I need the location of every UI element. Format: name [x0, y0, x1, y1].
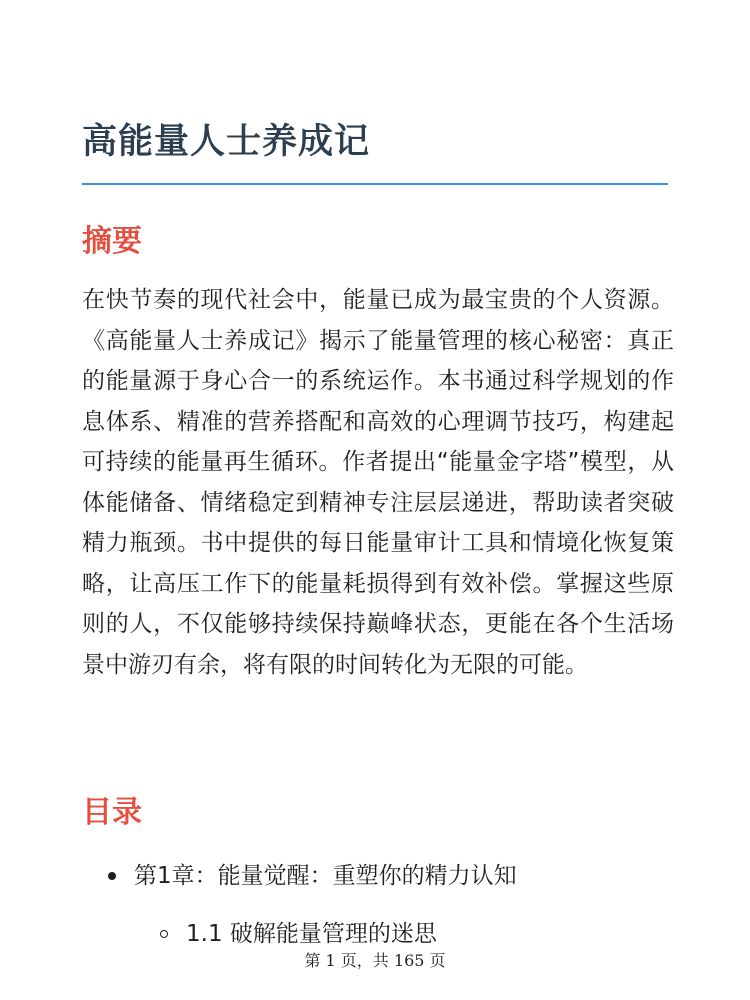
page-number-footer: 第 1 页，共 165 页: [304, 951, 446, 970]
title-divider: [82, 183, 668, 185]
circle-bullet-icon: [160, 930, 168, 938]
document-title: 高能量人士养成记: [82, 122, 371, 162]
disc-bullet-icon: [108, 872, 116, 880]
toc-subsection-label: 1.1 破解能量管理的迷思: [186, 921, 437, 947]
toc-subsection-item[interactable]: [160, 916, 437, 952]
abstract-heading: 摘要: [82, 224, 142, 259]
toc-chapter-item[interactable]: [108, 858, 517, 894]
toc-chapter-label: 第1章：能量觉醒：重塑你的精力认知: [134, 863, 517, 889]
abstract-paragraph: 在快节奏的现代社会中，能量已成为最宝贵的个人资源。《高能量人士养成记》揭示了能量管理的核心秘密：真正的能量源于身心合一的系统运作。本书通过科学规划的作息体系、精准的营养搭配和高效的心理调节技巧，构建起可持续的能量再生循环。作者提出“能量金字塔”模型，从体能储备、情绪稳定到精神专注层层递进，帮助读者突破精力瓶颈。书中提供的每日能量审计工具和情境化恢复策略，让高压工作下的能量耗损得到有效补偿。掌握这些原则的人，不仅能够持续保持巅峰状态，更能在各个生活场景中游刃有余，将有限的时间转化为无限的可能。: [82, 287, 674, 678]
toc-heading: 目录: [82, 795, 142, 830]
